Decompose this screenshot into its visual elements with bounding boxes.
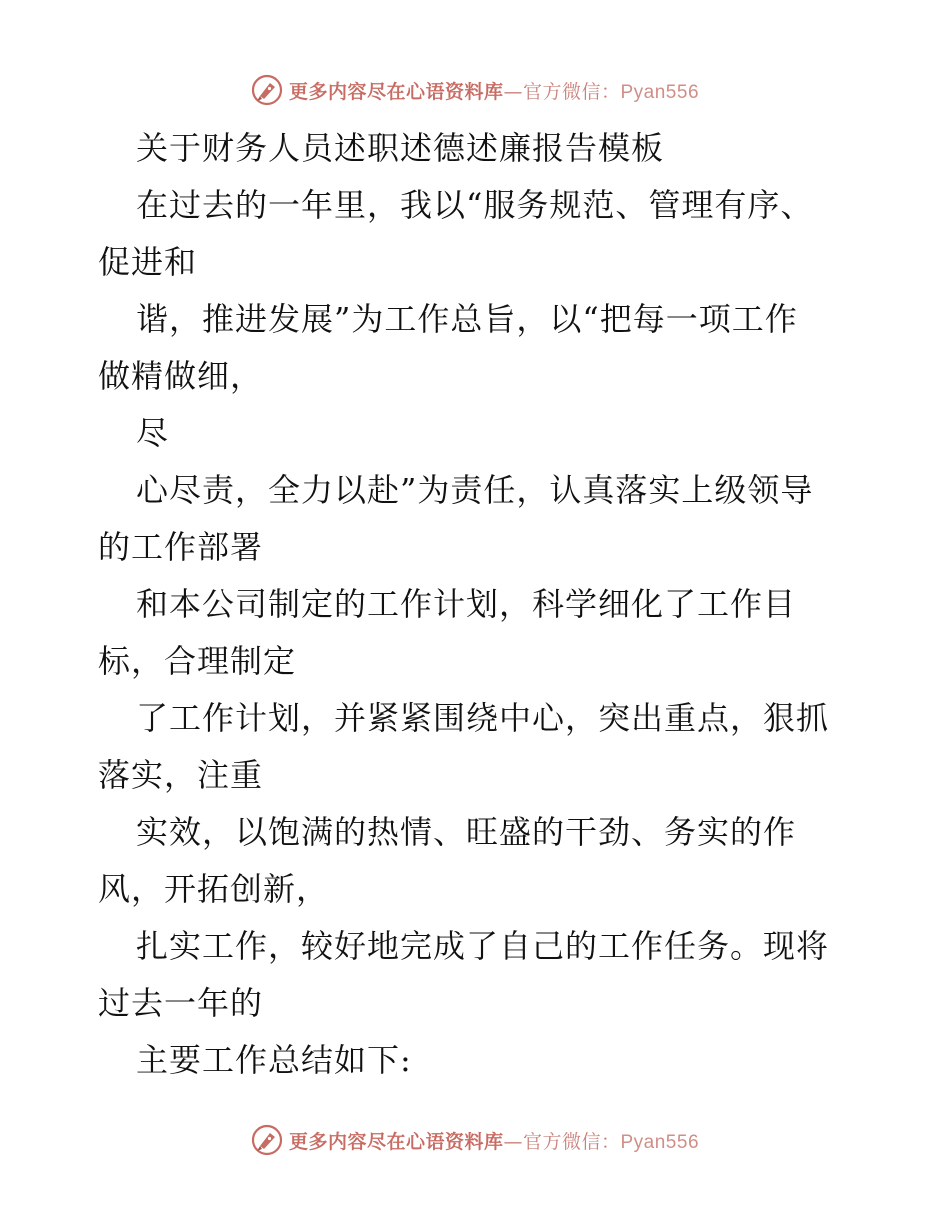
document-title: 关于财务人员述职述德述廉报告模板 — [136, 129, 665, 167]
paragraph-line: 扎实工作，较好地完成了自己的工作任务。现将 — [136, 927, 830, 965]
watermark-dash: — — [503, 1130, 523, 1153]
paragraph-line: 主要工作总结如下: — [136, 1041, 412, 1079]
watermark-brand-text: 更多内容尽在心语资料库 — [288, 1130, 504, 1153]
paragraph-line: 尽 — [136, 414, 170, 452]
paragraph-line: 心尽责，全力以赴”为责任，认真落实上级领导 — [136, 471, 814, 509]
paragraph-line: 落实，注重 — [98, 756, 264, 794]
paragraph-line: 和本公司制定的工作计划，科学细化了工作目 — [136, 585, 797, 623]
paragraph-line: 标，合理制定 — [98, 642, 297, 680]
paragraph-line: 促进和 — [98, 243, 198, 281]
paragraph-line: 风，开拓创新， — [98, 870, 330, 908]
watermark-dash: — — [503, 80, 523, 103]
paragraph-line: 做精做细， — [98, 357, 264, 395]
pen-nib-logo-icon — [251, 74, 283, 106]
paragraph-line: 谐，推进发展”为工作总旨，以“把每一项工作 — [136, 300, 798, 338]
paragraph-line: 实效，以饱满的热情、旺盛的干劲、务实的作 — [136, 813, 797, 851]
watermark-brand-text: 更多内容尽在心语资料库 — [288, 80, 504, 103]
header-watermark — [0, 70, 950, 110]
watermark-wechat-id: Pyan556 — [620, 1131, 700, 1153]
watermark-wechat-id: Pyan556 — [620, 81, 700, 103]
footer-watermark — [0, 1120, 950, 1160]
watermark-wechat-label: 官方微信： — [522, 1130, 621, 1153]
pen-nib-logo-icon — [251, 1124, 283, 1156]
document-body — [98, 120, 858, 1089]
paragraph-line: 在过去的一年里，我以“服务规范、管理有序、 — [136, 186, 814, 224]
paragraph-line: 过去一年的 — [98, 984, 264, 1022]
paragraph-line: 的工作部署 — [98, 528, 264, 566]
watermark-wechat-label: 官方微信： — [522, 80, 621, 103]
paragraph-line: 了工作计划，并紧紧围绕中心，突出重点，狠抓 — [136, 699, 830, 737]
